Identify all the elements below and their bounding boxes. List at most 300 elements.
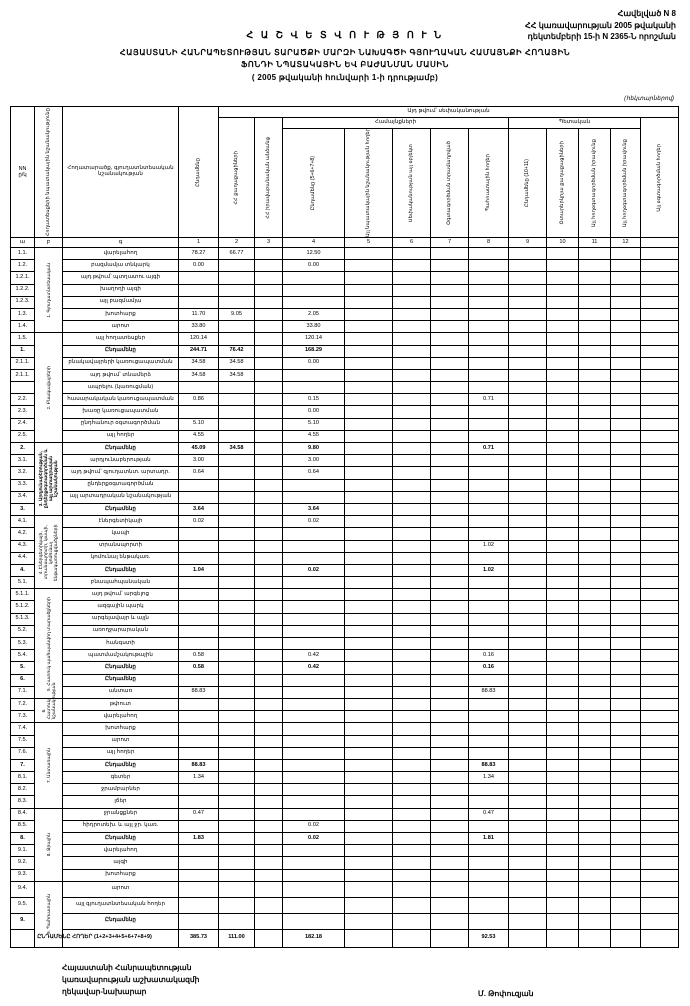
cell-4 <box>283 382 345 394</box>
cell-7 <box>431 711 469 723</box>
row-label: Ընդամենը <box>63 345 179 357</box>
cell-12 <box>611 479 641 491</box>
cell-6 <box>393 296 431 308</box>
cell-4: 4.55 <box>283 430 345 442</box>
cell-6 <box>393 357 431 369</box>
cell-4: 5.10 <box>283 418 345 430</box>
colnum-13 <box>641 238 679 248</box>
cell-2 <box>219 321 255 333</box>
cell-8 <box>469 321 509 333</box>
annex-line-3: դեկտեմբերի 15-ի N 2365-Ն որոշման <box>527 32 676 42</box>
cell-12 <box>611 552 641 564</box>
row-index: 1.2.1. <box>11 272 35 284</box>
cell-4 <box>283 369 345 381</box>
cell-1 <box>179 552 219 564</box>
row-label: առողջարարական <box>63 625 179 637</box>
cell-2 <box>219 589 255 601</box>
cell-3 <box>255 674 283 686</box>
row-label: տրանսպորտի <box>63 540 179 552</box>
cell-13 <box>641 723 679 735</box>
cell-7 <box>431 552 469 564</box>
cell-9 <box>509 455 547 467</box>
colnum-11: 11 <box>579 238 611 248</box>
colnum-6: 6 <box>393 238 431 248</box>
cell-1: 45.09 <box>179 443 219 455</box>
cell-9 <box>509 897 547 913</box>
cell-11 <box>579 601 611 613</box>
cell-10 <box>547 711 579 723</box>
cell-4: 0.00 <box>283 406 345 418</box>
row-label: վարելահող <box>63 248 179 260</box>
cell-6 <box>393 528 431 540</box>
cell-6 <box>393 686 431 698</box>
cell-8 <box>469 913 509 929</box>
cell-1: 0.47 <box>179 808 219 820</box>
cell-10 <box>547 613 579 625</box>
row-index: 1.5. <box>11 333 35 345</box>
row-index: 7.5. <box>11 735 35 747</box>
cell-1 <box>179 711 219 723</box>
row-label: բնակավայրերի կառուցապատման <box>63 357 179 369</box>
cell-2 <box>219 674 255 686</box>
cell-7 <box>431 820 469 832</box>
cell-8 <box>469 406 509 418</box>
cell-3 <box>255 869 283 881</box>
header-col-11b: Այլ հողօգտագործման իրավունք <box>611 129 641 238</box>
table-row <box>11 284 679 296</box>
cell-9 <box>509 516 547 528</box>
row-index: 1.2.3. <box>11 296 35 308</box>
cell-8 <box>469 479 509 491</box>
row-index: 5.1.2. <box>11 601 35 613</box>
colnum-5: 5 <box>345 238 393 248</box>
cell-10 <box>547 662 579 674</box>
cell-11 <box>579 491 611 503</box>
cell-3 <box>255 394 283 406</box>
cell-1: 88.83 <box>179 759 219 771</box>
cell-3 <box>255 430 283 442</box>
cell-7 <box>431 516 469 528</box>
header-col-3: ՀՀ իրավաբանական անձանց <box>255 118 283 238</box>
cell-3 <box>255 601 283 613</box>
cell-6 <box>393 845 431 857</box>
cell-13 <box>641 638 679 650</box>
cell-11 <box>579 430 611 442</box>
cell-2 <box>219 613 255 625</box>
cell-11 <box>579 516 611 528</box>
cell-5 <box>345 845 393 857</box>
cell-5 <box>345 674 393 686</box>
cell-7 <box>431 491 469 503</box>
cell-12 <box>611 857 641 869</box>
table-row <box>11 723 679 735</box>
cell-3 <box>255 638 283 650</box>
row-group-label: 5. Հատուկ պահպանվող տարածքների <box>35 589 63 699</box>
cell-8 <box>469 857 509 869</box>
row-label: թփուտ <box>63 698 179 710</box>
cell-4 <box>283 284 345 296</box>
row-label: արդյունաբերության <box>63 455 179 467</box>
document-title: Հ Ա Շ Վ Ե Տ Վ Ո Ւ Թ Յ Ո Ւ Ն <box>246 30 444 41</box>
cell-9 <box>509 650 547 662</box>
cell-7 <box>431 796 469 808</box>
cell-8: 1.81 <box>469 833 509 845</box>
cell-3 <box>255 589 283 601</box>
cell-1 <box>179 784 219 796</box>
cell-6 <box>393 913 431 929</box>
header-col-6: Սեփականության այլ օբյեկտ <box>393 129 431 238</box>
cell-6 <box>393 382 431 394</box>
cell-12 <box>611 333 641 345</box>
row-label: հասարակական կառուցապատման <box>63 394 179 406</box>
cell-13 <box>641 735 679 747</box>
cell-3 <box>255 747 283 759</box>
cell-6 <box>393 516 431 528</box>
cell-2 <box>219 808 255 820</box>
cell-9 <box>509 796 547 808</box>
cell-7 <box>431 503 469 515</box>
cell-2 <box>219 516 255 528</box>
row-label: արոտ <box>63 321 179 333</box>
cell-7 <box>431 613 469 625</box>
cell-3 <box>255 698 283 710</box>
cell-5 <box>345 577 393 589</box>
cell-3 <box>255 845 283 857</box>
colnum-3: 3 <box>255 238 283 248</box>
cell-11 <box>579 260 611 272</box>
cell-8: 0.71 <box>469 394 509 406</box>
cell-6 <box>393 503 431 515</box>
cell-12 <box>611 284 641 296</box>
cell-2 <box>219 820 255 832</box>
cell-2 <box>219 491 255 503</box>
cell-11 <box>579 394 611 406</box>
table-row <box>11 897 679 913</box>
cell-1 <box>179 857 219 869</box>
cell-2: 66.77 <box>219 248 255 260</box>
cell-1 <box>179 881 219 897</box>
cell-12 <box>611 897 641 913</box>
cell-11 <box>579 857 611 869</box>
cell-11 <box>579 808 611 820</box>
header-total: Ընդամենը <box>179 107 219 238</box>
cell-7 <box>431 897 469 913</box>
cell-10 <box>547 589 579 601</box>
annex-line-1: Հավելված N 8 <box>617 9 676 18</box>
table-row <box>11 248 679 260</box>
table-body <box>11 248 679 948</box>
cell-10 <box>547 455 579 467</box>
cell-3 <box>255 759 283 771</box>
cell-13 <box>641 674 679 686</box>
row-index: 3.1. <box>11 455 35 467</box>
cell-5 <box>345 662 393 674</box>
cell-9 <box>509 540 547 552</box>
row-label: վարելահող <box>63 711 179 723</box>
cell-12 <box>611 674 641 686</box>
header-col-2: ՀՀ քաղաքացիների <box>219 118 255 238</box>
cell-2 <box>219 406 255 418</box>
cell-10 <box>547 382 579 394</box>
cell-4 <box>283 589 345 601</box>
cell-7 <box>431 369 469 381</box>
cell-10 <box>547 881 579 897</box>
cell-11 <box>579 467 611 479</box>
cell-7 <box>431 881 469 897</box>
cell-6 <box>393 650 431 662</box>
table-row <box>11 308 679 320</box>
cell-9 <box>509 857 547 869</box>
table-row <box>11 443 679 455</box>
footer-line-2: կառավարության աշխատակազմի <box>62 975 200 984</box>
cell-13 <box>641 357 679 369</box>
cell-5 <box>345 406 393 418</box>
cell-13 <box>641 296 679 308</box>
cell-11 <box>579 686 611 698</box>
cell-4 <box>283 528 345 540</box>
cell-9 <box>509 820 547 832</box>
footer-signature-name: Մ. Թոփուզյան <box>478 989 534 998</box>
cell-13 <box>641 260 679 272</box>
cell-8 <box>469 784 509 796</box>
table-row <box>11 382 679 394</box>
cell-3 <box>255 686 283 698</box>
cell-13 <box>641 369 679 381</box>
cell-2: 76.42 <box>219 345 255 357</box>
cell-5 <box>345 308 393 320</box>
cell-10 <box>547 467 579 479</box>
cell-4 <box>283 897 345 913</box>
row-index: 4.2. <box>11 528 35 540</box>
cell-12 <box>611 455 641 467</box>
cell-7 <box>431 333 469 345</box>
cell-12 <box>611 503 641 515</box>
cell-4 <box>283 491 345 503</box>
row-index: 5.1.1. <box>11 589 35 601</box>
table-row <box>11 406 679 418</box>
row-index: 1.2.2. <box>11 284 35 296</box>
cell-1 <box>179 820 219 832</box>
cell-10 <box>547 869 579 881</box>
cell-6 <box>393 674 431 686</box>
row-group-label: 1. Գյուղատնտեսական <box>35 248 63 333</box>
cell-7 <box>431 382 469 394</box>
cell-11 <box>579 833 611 845</box>
row-label: խոտհարք <box>63 869 179 881</box>
cell-1 <box>179 674 219 686</box>
cell-3 <box>255 308 283 320</box>
cell-8 <box>469 528 509 540</box>
cell-1 <box>179 272 219 284</box>
cell-5 <box>345 382 393 394</box>
cell-5 <box>345 833 393 845</box>
row-index: 3.4. <box>11 491 35 503</box>
cell-6 <box>393 747 431 759</box>
cell-6 <box>393 552 431 564</box>
cell-13 <box>641 747 679 759</box>
cell-9 <box>509 272 547 284</box>
cell-7 <box>431 528 469 540</box>
cell-2 <box>219 540 255 552</box>
table-row <box>11 662 679 674</box>
table-row <box>11 528 679 540</box>
cell-5 <box>345 723 393 735</box>
table-row <box>11 345 679 357</box>
cell-8 <box>469 260 509 272</box>
cell-9 <box>509 248 547 260</box>
row-index: 5. <box>11 662 35 674</box>
cell-8 <box>469 601 509 613</box>
cell-5 <box>345 455 393 467</box>
cell-5 <box>345 321 393 333</box>
row-label: այդ թվում՝ տնամերձ <box>63 369 179 381</box>
cell-7 <box>431 638 469 650</box>
cell-10 <box>547 540 579 552</box>
cell-9 <box>509 321 547 333</box>
cell-13 <box>641 650 679 662</box>
cell-5 <box>345 638 393 650</box>
cell-6 <box>393 601 431 613</box>
cell-5 <box>345 418 393 430</box>
cell-10 <box>547 674 579 686</box>
row-index: 7.3. <box>11 711 35 723</box>
cell-11 <box>579 308 611 320</box>
cell-2 <box>219 418 255 430</box>
cell-4 <box>283 796 345 808</box>
table-row <box>11 540 679 552</box>
cell-7 <box>431 479 469 491</box>
total-cell-4: 182.18 <box>283 929 345 947</box>
cell-1: 0.02 <box>179 516 219 528</box>
cell-6 <box>393 711 431 723</box>
cell-8 <box>469 284 509 296</box>
cell-7 <box>431 686 469 698</box>
cell-2: 34.58 <box>219 357 255 369</box>
cell-10 <box>547 820 579 832</box>
total-cell-7 <box>431 929 469 947</box>
cell-3 <box>255 772 283 784</box>
cell-5 <box>345 503 393 515</box>
cell-13 <box>641 455 679 467</box>
cell-6 <box>393 406 431 418</box>
row-index: 5.2. <box>11 625 35 637</box>
cell-9 <box>509 345 547 357</box>
row-label: այդ թվում՝ գյուղատնտ. արտադր. <box>63 467 179 479</box>
cell-8 <box>469 735 509 747</box>
cell-1 <box>179 723 219 735</box>
cell-11 <box>579 796 611 808</box>
cell-4: 0.42 <box>283 662 345 674</box>
cell-13 <box>641 345 679 357</box>
colnum-a: ա <box>11 238 35 248</box>
cell-8 <box>469 248 509 260</box>
cell-4: 168.29 <box>283 345 345 357</box>
cell-1 <box>179 284 219 296</box>
row-index: 3. <box>11 503 35 515</box>
cell-12 <box>611 248 641 260</box>
cell-2 <box>219 686 255 698</box>
cell-4 <box>283 747 345 759</box>
cell-10 <box>547 516 579 528</box>
cell-2 <box>219 650 255 662</box>
cell-5 <box>345 759 393 771</box>
cell-6 <box>393 418 431 430</box>
row-index: 8.4. <box>11 808 35 820</box>
cell-12 <box>611 662 641 674</box>
cell-13 <box>641 394 679 406</box>
cell-9 <box>509 333 547 345</box>
cell-10 <box>547 321 579 333</box>
cell-3 <box>255 248 283 260</box>
cell-11 <box>579 369 611 381</box>
row-label: լճեր <box>63 796 179 808</box>
cell-4 <box>283 808 345 820</box>
cell-8 <box>469 796 509 808</box>
cell-1 <box>179 845 219 857</box>
cell-9 <box>509 662 547 674</box>
cell-5 <box>345 650 393 662</box>
cell-4: 2.05 <box>283 308 345 320</box>
table-row <box>11 430 679 442</box>
cell-6 <box>393 248 431 260</box>
cell-12 <box>611 808 641 820</box>
cell-13 <box>641 272 679 284</box>
table-row <box>11 833 679 845</box>
table-row <box>11 589 679 601</box>
cell-8 <box>469 589 509 601</box>
cell-4: 0.64 <box>283 467 345 479</box>
table-row <box>11 747 679 759</box>
cell-3 <box>255 833 283 845</box>
row-label: այգի <box>63 857 179 869</box>
cell-10 <box>547 897 579 913</box>
cell-13 <box>641 443 679 455</box>
cell-7 <box>431 674 469 686</box>
total-cell-1: 385.73 <box>179 929 219 947</box>
row-label: այլ բազմամյա <box>63 296 179 308</box>
cell-9 <box>509 913 547 929</box>
cell-6 <box>393 577 431 589</box>
cell-6 <box>393 833 431 845</box>
cell-6 <box>393 857 431 869</box>
cell-13 <box>641 516 679 528</box>
cell-1: 33.80 <box>179 321 219 333</box>
cell-1 <box>179 869 219 881</box>
document-date-note: ( 2005 թվականի հունվարի 1-ի դրությամբ) <box>251 73 439 82</box>
cell-7 <box>431 564 469 576</box>
cell-3 <box>255 857 283 869</box>
cell-10 <box>547 479 579 491</box>
cell-8 <box>469 552 509 564</box>
row-index: 4.1. <box>11 516 35 528</box>
cell-11 <box>579 723 611 735</box>
row-label: բնապահպանական <box>63 577 179 589</box>
cell-1 <box>179 625 219 637</box>
cell-5 <box>345 869 393 881</box>
cell-8 <box>469 357 509 369</box>
cell-5 <box>345 796 393 808</box>
header-incl: Այդ թվում՝ սեփականության <box>219 107 679 118</box>
cell-1 <box>179 638 219 650</box>
cell-12 <box>611 296 641 308</box>
table-row <box>11 674 679 686</box>
total-cell-9 <box>509 929 547 947</box>
cell-11 <box>579 674 611 686</box>
cell-8 <box>469 430 509 442</box>
row-label: ազգային պարկ <box>63 601 179 613</box>
table-row <box>11 357 679 369</box>
cell-7 <box>431 406 469 418</box>
